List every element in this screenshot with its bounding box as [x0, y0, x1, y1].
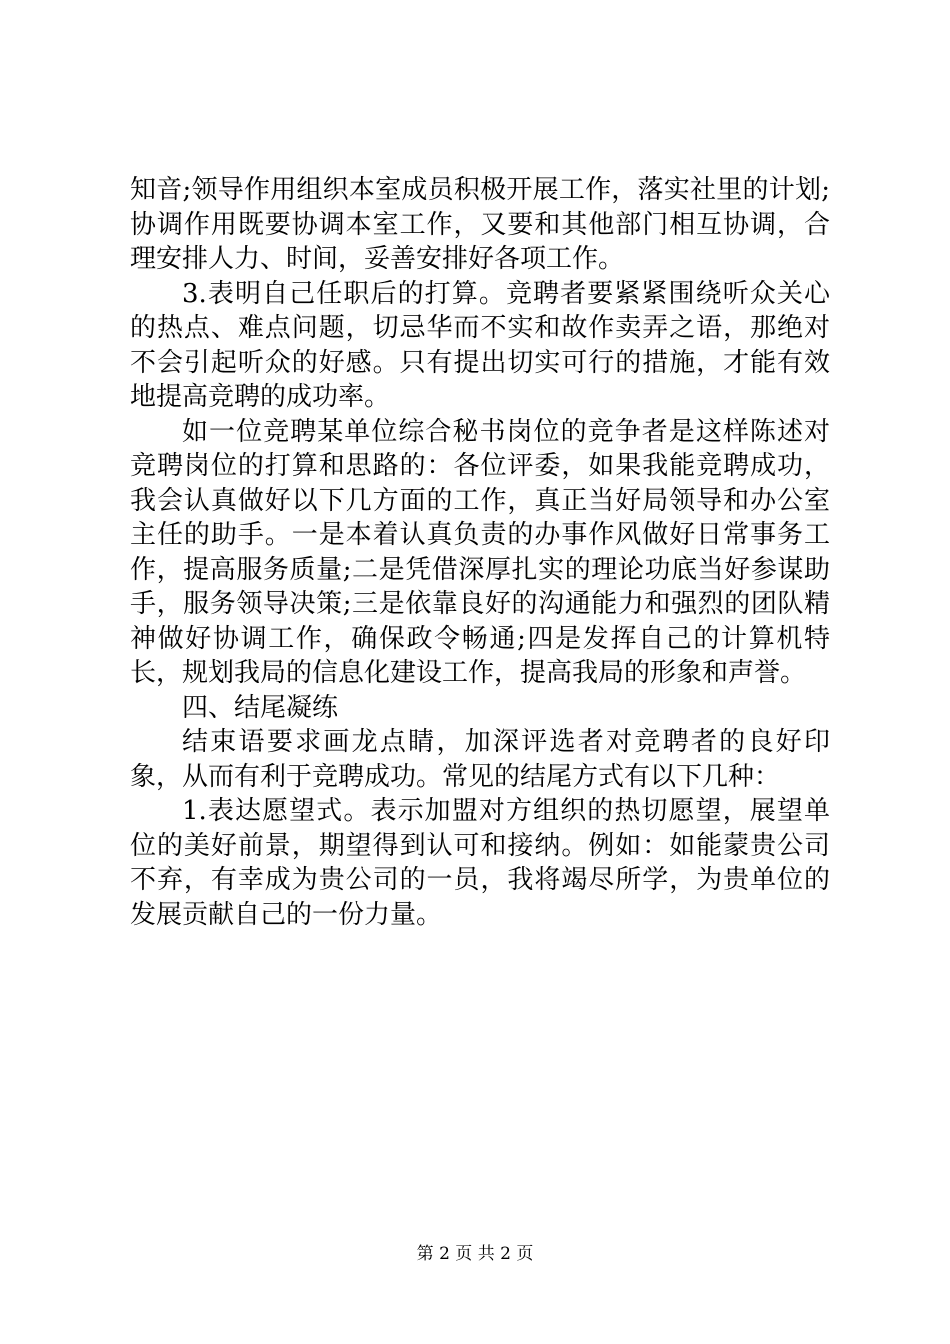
- page-number-label: 第 2 页 共 2 页: [416, 1244, 534, 1264]
- paragraph-point-3: 3.表明自己任职后的打算。竞聘者要紧紧围绕听众关心的热点、难点问题，切忌华而不实和故作卖弄之语，那绝对不会引起听众的好感。只有提出切实可行的措施，才能有效地提高竞聘的成功率。: [130, 278, 830, 412]
- section-heading-conclusion: 四、结尾凝练: [182, 692, 339, 723]
- document-body: [130, 173, 830, 932]
- paragraph-point-1-wish: 1.表达愿望式。表示加盟对方组织的热切愿望，展望单位的美好前景，期望得到认可和接纳。例如：如能蒙贵公司不弃，有幸成为贵公司的一员，我将竭尽所学，为贵单位的发展贡献自己的一份力量。: [130, 796, 830, 930]
- paragraph-example-secretary: 如一位竞聘某单位综合秘书岗位的竞争者是这样陈述对竞聘岗位的打算和思路的：各位评委，如果我能竞聘成功，我会认真做好以下几方面的工作，真正当好局领导和办公室主任的助手。一是本着认真负责的办事作风做好日常事务工作，提高服务质量;二是凭借深厚扎实的理论功底当好参谋助手，服务领导决策;三是依靠良好的沟通能力和强烈的团队精神做好协调工作，确保政令畅通;四是发挥自己的计算机特长，规划我局的信息化建设工作，提高我局的形象和声誉。: [130, 416, 830, 688]
- page-footer: [0, 1244, 950, 1264]
- paragraph-duties-continued: 知音;领导作用组织本室成员积极开展工作，落实社里的计划;协调作用既要协调本室工作，又要和其他部门相互协调，合理安排人力、时间，妥善安排好各项工作。: [130, 175, 830, 274]
- paragraph-conclusion-intro: 结束语要求画龙点睛，加深评选者对竞聘者的良好印象，从而有利于竞聘成功。常见的结尾方式有以下几种：: [130, 727, 830, 792]
